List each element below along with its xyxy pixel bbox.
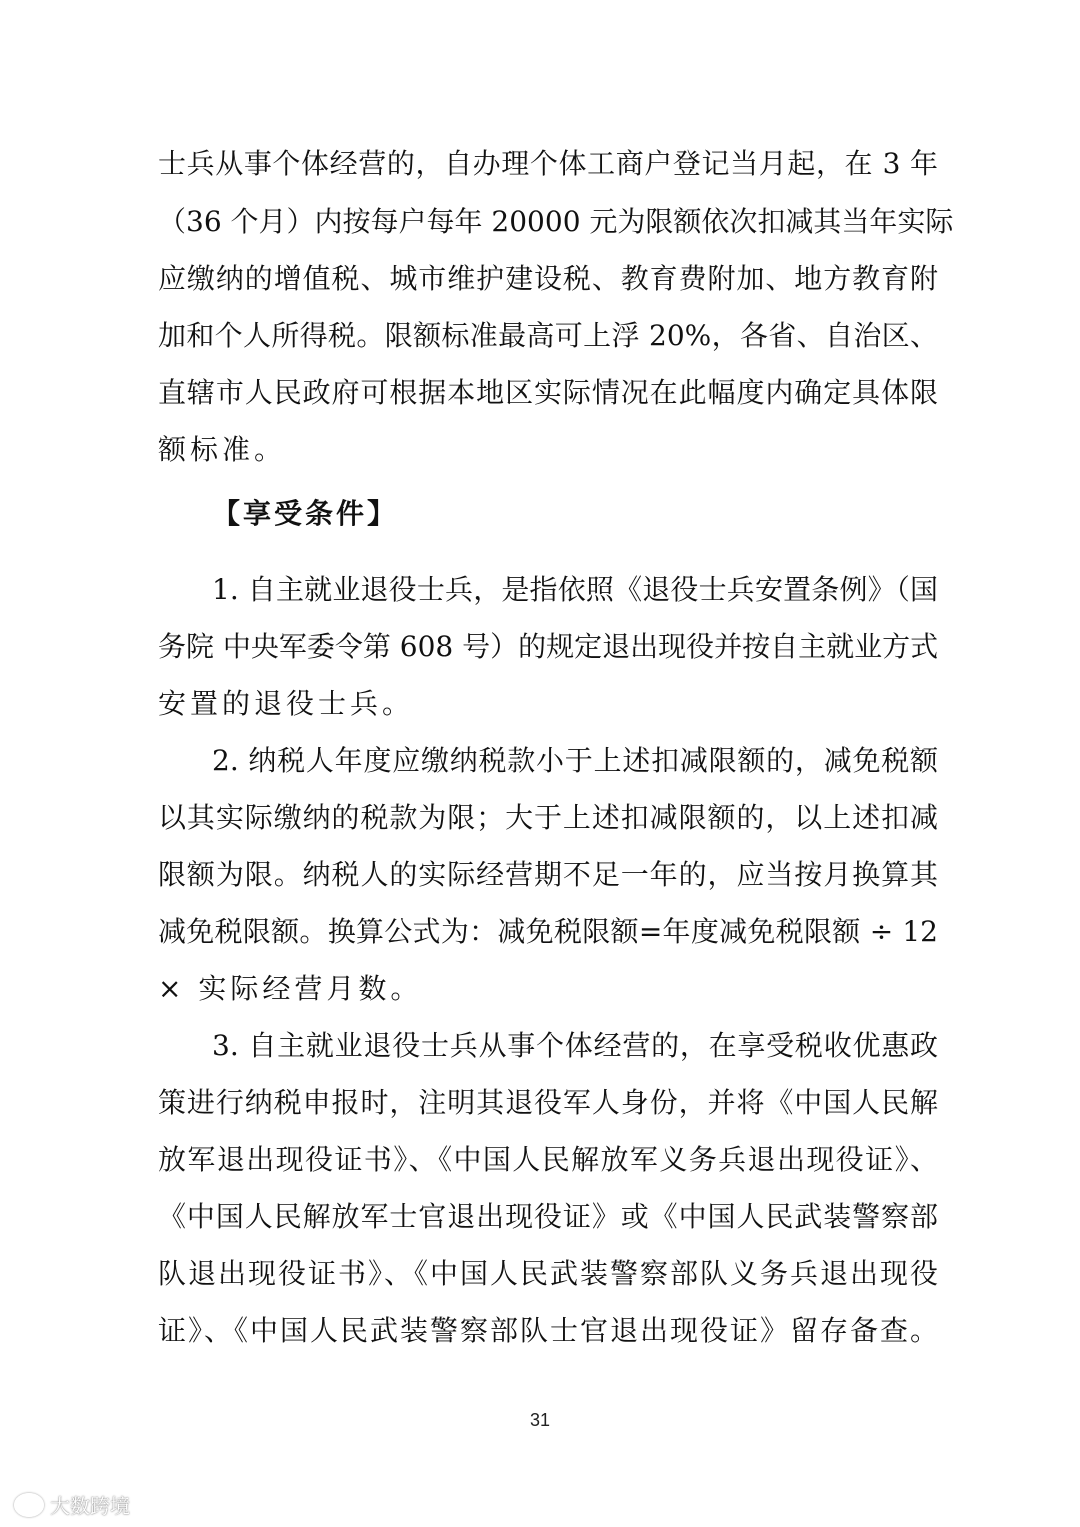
condition-3-line: 策进行纳税申报时，注明其退役军人身份，并将《中国人民解 <box>158 1086 938 1119</box>
condition-2-line: 限额为限。纳税人的实际经营期不足一年的，应当按月换算其 <box>158 858 938 891</box>
watermark <box>14 1490 130 1519</box>
condition-1-line: 安置的退役士兵。 <box>158 687 415 720</box>
condition-2-line: × 实际经营月数。 <box>158 972 423 1005</box>
condition-3-line: 证》、《中国人民武装警察部队士官退出现役证》留存备查。 <box>158 1314 938 1347</box>
logo-icon <box>14 1493 44 1517</box>
condition-2-line: 2. 纳税人年度应缴纳税款小于上述扣减限额的，减免税额 <box>212 744 938 777</box>
paragraph-line: 额标准。 <box>158 433 287 466</box>
condition-3-line: 《中国人民解放军士官退出现役证》或《中国人民武装警察部 <box>158 1200 938 1233</box>
condition-3-line: 放军退出现役证书》、《中国人民解放军义务兵退出现役证》、 <box>158 1143 938 1176</box>
condition-1-line: 务院 中央军委令第 608 号）的规定退出现役并按自主就业方式 <box>158 630 939 663</box>
paragraph-line: 应缴纳的增值税、城市维护建设税、教育费附加、地方教育附 <box>158 262 938 295</box>
paragraph-line: 直辖市人民政府可根据本地区实际情况在此幅度内确定具体限 <box>158 376 938 409</box>
section-heading: 【享受条件】 <box>212 497 399 530</box>
condition-2-line: 减免税限额。换算公式为：减免税限额=年度减免税限额 ÷ 12 <box>158 915 938 948</box>
page-number: 31 <box>529 1410 551 1430</box>
condition-1-line: 1. 自主就业退役士兵，是指依照《退役士兵安置条例》（国 <box>212 573 938 606</box>
condition-2-line: 以其实际缴纳的税款为限；大于上述扣减限额的，以上述扣减 <box>158 801 938 834</box>
paragraph-line: 士兵从事个体经营的，自办理个体工商户登记当月起，在 3 年 <box>158 147 938 180</box>
paragraph-line: 加和个人所得税。限额标准最高可上浮 20%，各省、自治区、 <box>158 319 938 352</box>
paragraph-line: （36 个月）内按每户每年 20000 元为限额依次扣减其当年实际 <box>158 205 954 238</box>
watermark-text: 大数跨境 <box>50 1494 130 1518</box>
condition-3-line: 3. 自主就业退役士兵从事个体经营的，在享受税收优惠政 <box>212 1029 938 1062</box>
condition-3-line: 队退出现役证书》、《中国人民武装警察部队义务兵退出现役 <box>158 1257 938 1290</box>
